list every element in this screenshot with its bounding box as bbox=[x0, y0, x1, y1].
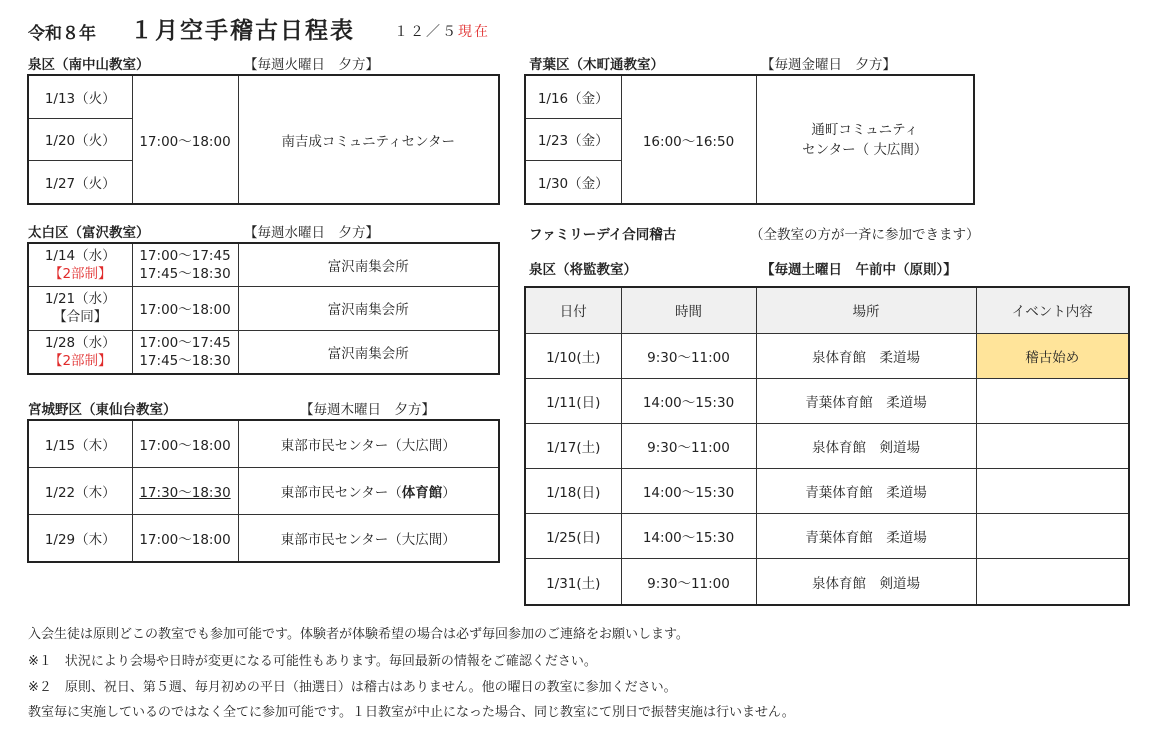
izumi-section-title: 泉区（南中山教室） bbox=[28, 57, 150, 73]
place-cell: 青葉体育館 柔道場 bbox=[756, 469, 976, 514]
as-of-date: １２／５現在 bbox=[394, 24, 490, 40]
table-row bbox=[525, 469, 1129, 514]
date-cell bbox=[28, 243, 132, 287]
event-cell bbox=[976, 423, 1129, 468]
taihaku-table bbox=[27, 242, 500, 375]
time-cell: 17:30〜18:30 bbox=[132, 468, 238, 515]
date-cell bbox=[28, 330, 132, 374]
date-text: 1/14（水） bbox=[44, 248, 116, 265]
column-header: 場所 bbox=[756, 287, 976, 333]
table-row bbox=[525, 333, 1129, 378]
table-row bbox=[525, 378, 1129, 423]
time-slot: 17:45〜18:30 bbox=[139, 352, 231, 369]
date-text: 1/28（水） bbox=[44, 334, 116, 351]
time-slot: 17:45〜18:30 bbox=[139, 266, 231, 283]
table-row bbox=[28, 514, 499, 562]
date-cell: 1/17(土) bbox=[525, 423, 621, 468]
time-cell: 17:00〜18:00 bbox=[132, 287, 238, 330]
column-header: 時間 bbox=[621, 287, 756, 333]
time-slot: 17:00〜17:45 bbox=[139, 248, 231, 265]
place-cell: 泉体育館 剣道場 bbox=[756, 423, 976, 468]
table-row bbox=[28, 75, 499, 118]
date-cell: 1/20（火） bbox=[28, 118, 132, 160]
column-header: イベント内容 bbox=[976, 287, 1129, 333]
footer-note-4: 教室毎に実施しているのではなく全てに参加可能です。１日教室が中止になった場合、同じ教室にて別日で振替実施は行いません。 bbox=[28, 705, 795, 720]
column-header: 日付 bbox=[525, 287, 621, 333]
table-row bbox=[525, 559, 1129, 605]
date-cell: 1/25(日) bbox=[525, 514, 621, 559]
format-note: 【合同】 bbox=[53, 309, 108, 326]
date-cell: 1/23（金） bbox=[525, 118, 621, 160]
family-day-title: ファミリーデイ合同稽古 bbox=[529, 227, 677, 243]
footer-note-3: ※２ 原則、祝日、第５週、毎月初めの平日（抽選日）は稽古はありません。他の曜日の教室に参加ください。 bbox=[28, 680, 677, 695]
table-row bbox=[28, 243, 499, 287]
date-cell: 1/30（金） bbox=[525, 161, 621, 204]
time-cell: 14:00〜15:30 bbox=[621, 469, 756, 514]
era-label: 令和８年 bbox=[28, 24, 96, 44]
table-row bbox=[525, 514, 1129, 559]
page-title: １月空手稽古日程表 bbox=[130, 18, 355, 44]
aoba-table bbox=[524, 74, 975, 205]
place-cell: 青葉体育館 柔道場 bbox=[756, 378, 976, 423]
place-cell: 富沢南集会所 bbox=[238, 287, 499, 330]
time-cell: 9:30〜11:00 bbox=[621, 423, 756, 468]
footer-note-2: ※１ 状況により会場や日時が変更になる可能性もあります。毎回最新の情報をご確認ください。 bbox=[28, 654, 597, 669]
header-row bbox=[525, 287, 1129, 333]
taihaku-section-title: 太白区（富沢教室） bbox=[28, 225, 150, 241]
taihaku-schedule-note: 【毎週水曜日 夕方】 bbox=[244, 225, 379, 241]
miyagino-table bbox=[27, 419, 500, 563]
date-text: 1/21（水） bbox=[44, 291, 116, 308]
date-cell: 1/29（木） bbox=[28, 514, 132, 562]
footer-note-1: 入会生徒は原則どこの教室でも参加可能です。体験者が体験希望の場合は必ず毎回参加のご連絡をお願いします。 bbox=[28, 627, 689, 642]
place-highlight: 体育館 bbox=[401, 485, 443, 501]
place-cell: 東部市民センター（大広間） bbox=[238, 514, 499, 562]
date-cell bbox=[28, 287, 132, 330]
time-slot: 17:00〜17:45 bbox=[139, 334, 231, 351]
izumi-schedule-note: 【毎週火曜日 夕方】 bbox=[244, 57, 379, 73]
event-cell: 稽古始め bbox=[976, 333, 1129, 378]
event-cell bbox=[976, 378, 1129, 423]
miyagino-schedule-note: 【毎週木曜日 夕方】 bbox=[300, 402, 435, 418]
table-row bbox=[28, 330, 499, 374]
date-cell: 1/31(土) bbox=[525, 559, 621, 605]
date-cell: 1/18(日) bbox=[525, 469, 621, 514]
table-row bbox=[525, 75, 974, 118]
date-cell: 1/10(土) bbox=[525, 333, 621, 378]
date-cell: 1/22（木） bbox=[28, 468, 132, 515]
time-cell bbox=[132, 330, 238, 374]
place-cell: 青葉体育館 柔道場 bbox=[756, 514, 976, 559]
as-of-suffix: 現在 bbox=[458, 24, 490, 40]
date-cell: 1/11(日) bbox=[525, 378, 621, 423]
shogen-table bbox=[524, 286, 1130, 606]
format-note: 【2部制】 bbox=[48, 352, 112, 369]
table-row bbox=[525, 423, 1129, 468]
place-line: 通町コミュニティ bbox=[811, 121, 919, 138]
place-cell: 東部市民センター（体育館） bbox=[238, 468, 499, 515]
aoba-section-title: 青葉区（木町通教室） bbox=[529, 57, 664, 73]
event-cell bbox=[976, 514, 1129, 559]
time-cell: 16:00〜16:50 bbox=[621, 75, 756, 204]
table-row bbox=[28, 468, 499, 515]
time-cell: 14:00〜15:30 bbox=[621, 378, 756, 423]
place-cell: 泉体育館 剣道場 bbox=[756, 559, 976, 605]
time-cell: 17:00〜18:00 bbox=[132, 514, 238, 562]
place-cell: 南吉成コミュニティセンター bbox=[238, 75, 499, 204]
table-row bbox=[28, 420, 499, 468]
place-line: センター（ 大広間） bbox=[802, 141, 928, 158]
date-cell: 1/13（火） bbox=[28, 75, 132, 118]
shogen-section-title: 泉区（将監教室） bbox=[529, 262, 637, 278]
aoba-schedule-note: 【毎週金曜日 夕方】 bbox=[761, 57, 896, 73]
place-cell bbox=[756, 75, 974, 204]
time-cell: 17:00〜18:00 bbox=[132, 420, 238, 468]
format-note: 【2部制】 bbox=[48, 266, 112, 283]
time-cell: 9:30〜11:00 bbox=[621, 333, 756, 378]
event-cell bbox=[976, 469, 1129, 514]
place-cell: 東部市民センター（大広間） bbox=[238, 420, 499, 468]
miyagino-section-title: 宮城野区（東仙台教室） bbox=[28, 402, 177, 418]
place-cell: 富沢南集会所 bbox=[238, 330, 499, 374]
family-day-note: （全教室の方が一斉に参加できます） bbox=[750, 227, 980, 243]
event-cell bbox=[976, 559, 1129, 605]
date-cell: 1/16（金） bbox=[525, 75, 621, 118]
date-cell: 1/27（火） bbox=[28, 161, 132, 204]
izumi-table bbox=[27, 74, 500, 205]
time-cell: 17:00〜18:00 bbox=[132, 75, 238, 204]
time-cell: 9:30〜11:00 bbox=[621, 559, 756, 605]
table-row bbox=[28, 287, 499, 330]
place-cell: 泉体育館 柔道場 bbox=[756, 333, 976, 378]
date-cell: 1/15（木） bbox=[28, 420, 132, 468]
place-cell: 富沢南集会所 bbox=[238, 243, 499, 287]
shogen-schedule-note: 【毎週土曜日 午前中（原則）】 bbox=[761, 262, 957, 278]
time-cell: 14:00〜15:30 bbox=[621, 514, 756, 559]
time-cell bbox=[132, 243, 238, 287]
